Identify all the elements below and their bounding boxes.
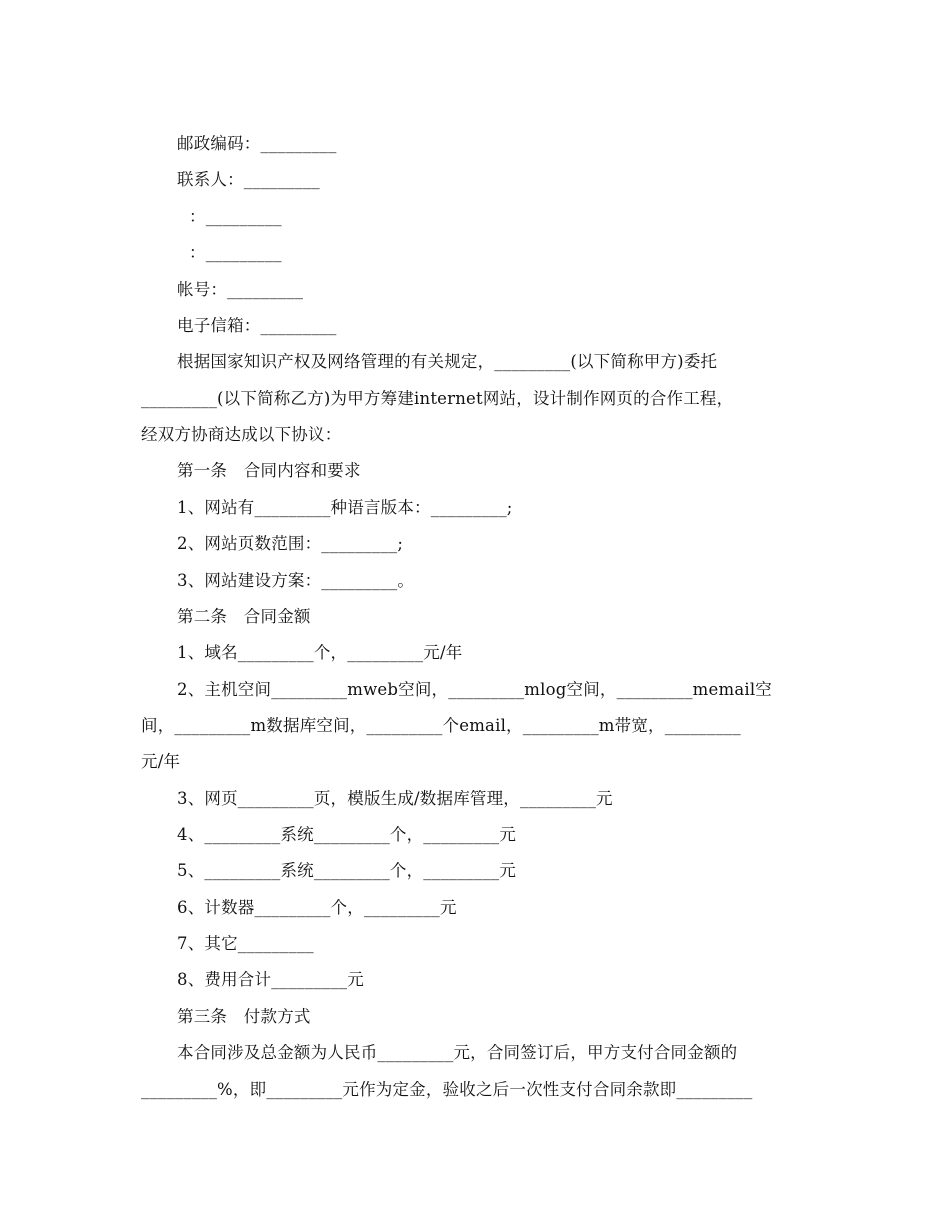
article-2-item-6: 6、计数器_________个，_________元 [177,898,457,917]
article-2-item-5: 5、_________系统_________个，_________元 [177,861,517,880]
article-2-item-2-line-3: 元/年 [141,752,181,771]
article-2-item-4: 4、_________系统_________个，_________元 [177,825,517,844]
preamble-line-2: _________(以下简称乙方)为甲方筹建internet网站，设计制作网页的合作工程， [141,389,734,408]
fax-line: ：_________ [189,243,282,262]
article-2-item-2-line-2: 间，_________m数据库空间，_________个email，_________m带宽，_________ [141,716,741,735]
postcode-line: 邮政编码：_________ [177,134,337,153]
phone-line: ：_________ [189,207,282,226]
article-1-item-3: 3、网站建设方案：_________。 [177,571,415,590]
article-3-title: 第三条 付款方式 [177,1007,311,1026]
article-1-item-2: 2、网站页数范围：_________; [177,534,404,553]
article-3-line-2: _________%，即_________元作为定金，验收之后一次性支付合同余款即_________ [141,1080,753,1099]
article-2-item-3: 3、网页_________页，模版生成/数据库管理，_________元 [177,789,613,808]
article-2-item-7: 7、其它_________ [177,934,314,953]
contact-person-line: 联系人：_________ [177,170,320,189]
preamble-line-3: 经双方协商达成以下协议： [141,425,342,444]
article-1-item-1: 1、网站有_________种语言版本：_________; [177,498,513,517]
article-2-item-1: 1、域名_________个，_________元/年 [177,643,463,662]
article-2-item-2-line-1: 2、主机空间_________mweb空间，_________mlog空间，_________memail空 [177,680,773,699]
article-2-item-8: 8、费用合计_________元 [177,970,364,989]
preamble-line-1: 根据国家知识产权及网络管理的有关规定，_________(以下简称甲方)委托 [177,352,718,371]
article-2-title: 第二条 合同金额 [177,607,311,626]
email-line: 电子信箱：_________ [177,316,337,335]
article-1-title: 第一条 合同内容和要求 [177,461,361,480]
account-line: 帐号：_________ [177,280,304,299]
article-3-line-1: 本合同涉及总金额为人民币_________元，合同签订后，甲方支付合同金额的 [177,1043,738,1062]
